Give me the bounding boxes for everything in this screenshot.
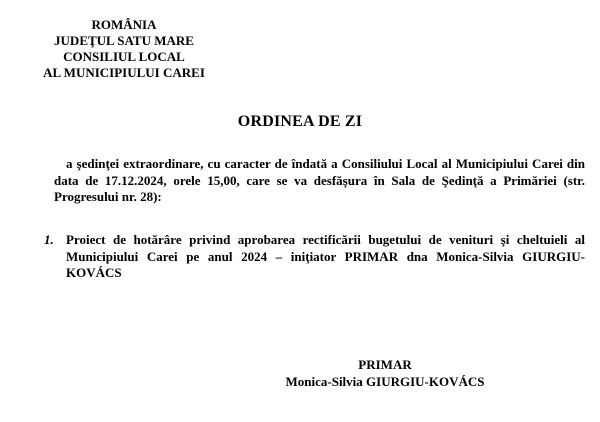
signature-block xyxy=(270,356,500,390)
header-municipality: AL MUNICIPIULUI CAREI xyxy=(43,65,205,80)
page-title: ORDINEA DE ZI xyxy=(237,113,363,130)
agenda-list xyxy=(44,232,585,282)
agenda-item-number: 1. xyxy=(44,232,54,247)
document-header xyxy=(34,17,214,81)
signature-role: PRIMAR xyxy=(358,357,412,372)
agenda-item xyxy=(44,232,585,282)
intro-paragraph: a şedinţei extraordinare, cu caracter de îndată a Consiliului Local al Municipiului Carei din data de 17.12.2024, orele 15,00, care se va desfăşura în Sala de Şedinţă a Primăriei (str. Progresului nr. 28): xyxy=(54,156,585,204)
signature-name: Monica-Silvia GIURGIU-KOVÁCS xyxy=(285,374,485,389)
header-country: ROMÂNIA xyxy=(91,17,157,32)
header-county: JUDEŢUL SATU MARE xyxy=(54,33,194,48)
agenda-item-text: Proiect de hotărâre privind aprobarea rectificării bugetului de venituri şi cheltuieli al Municipiului Carei pe anul 2024 – iniţiator PRIMAR dna Monica-Silvia GIURGIU-KOVÁCS xyxy=(66,232,585,280)
header-council: CONSILIUL LOCAL xyxy=(63,49,185,64)
